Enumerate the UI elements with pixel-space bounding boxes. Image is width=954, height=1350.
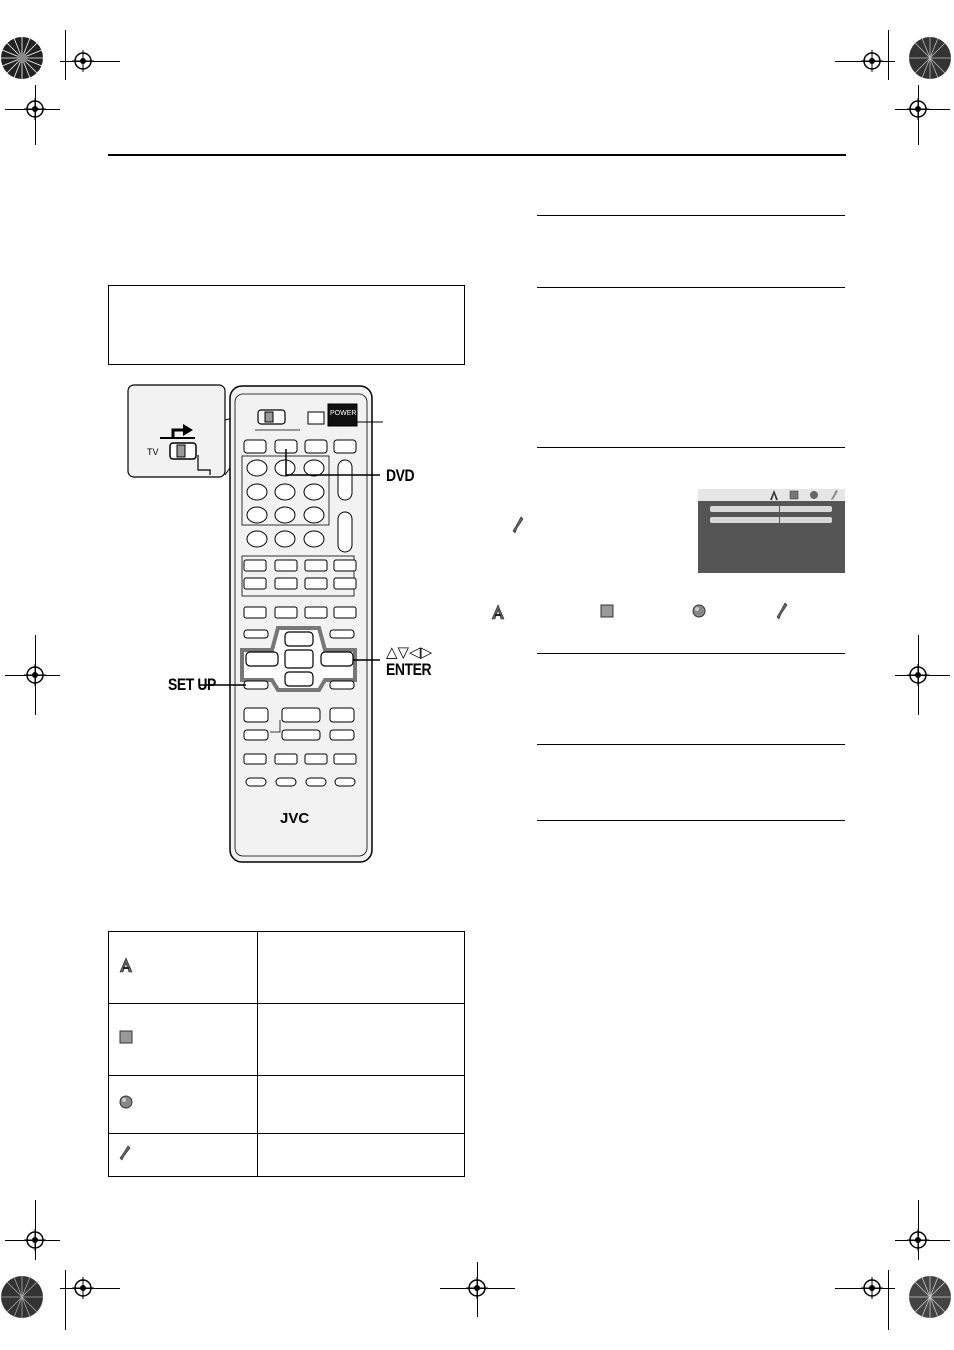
- osd-row-2: [710, 517, 832, 523]
- remote-body: [230, 386, 372, 862]
- remote-brand-logo: JVC: [280, 810, 310, 827]
- setup-callout: SET UP: [168, 675, 216, 694]
- note-box: [108, 285, 465, 365]
- color-star-icon: [908, 1275, 952, 1319]
- table-row: [109, 1004, 465, 1076]
- color-star-icon: [0, 1275, 44, 1319]
- osd-row-1-value: [779, 506, 780, 512]
- table-row: [109, 1076, 465, 1134]
- setup-button[interactable]: [244, 681, 268, 689]
- step-divider: [537, 820, 845, 821]
- enter-callout: ENTER: [386, 660, 432, 679]
- osd-row-2-value: [779, 517, 780, 523]
- language-icon: [491, 604, 505, 620]
- others-wrench-icon: [831, 490, 838, 500]
- setup-menu-screen: [698, 489, 845, 573]
- language-icon: [119, 957, 133, 973]
- others-wrench-icon: [776, 602, 788, 620]
- table-row: [109, 1134, 465, 1177]
- header-rule: [108, 154, 846, 156]
- step-divider: [537, 215, 845, 216]
- remote-illustration: [125, 380, 455, 870]
- language-icon: [770, 490, 778, 500]
- table-row: [109, 932, 465, 1004]
- audio-icon: [692, 604, 706, 618]
- power-label: POWER: [330, 410, 357, 417]
- others-wrench-icon: [512, 516, 524, 534]
- picture-icon: [790, 491, 798, 499]
- color-star-icon: [0, 36, 44, 80]
- step-divider: [537, 447, 845, 448]
- arrow-keys-callout: △▽◁▷: [386, 643, 433, 661]
- color-star-icon: [908, 36, 952, 80]
- audio-icon: [119, 1095, 133, 1109]
- osd-tab-icons: [768, 489, 843, 501]
- step-divider: [537, 653, 845, 654]
- dvd-callout: DVD: [386, 466, 415, 485]
- tv-dvd-switch-inset: [128, 385, 225, 477]
- tv-switch-label: TV: [147, 447, 159, 457]
- setup-menu-icon-table: [108, 931, 465, 1177]
- others-wrench-icon: [119, 1145, 131, 1161]
- picture-icon: [119, 1030, 133, 1044]
- picture-icon: [600, 604, 614, 618]
- audio-icon: [810, 491, 818, 499]
- step-divider: [537, 744, 845, 745]
- step-divider: [537, 287, 845, 288]
- osd-row-1: [710, 506, 832, 512]
- small-button[interactable]: [308, 412, 324, 424]
